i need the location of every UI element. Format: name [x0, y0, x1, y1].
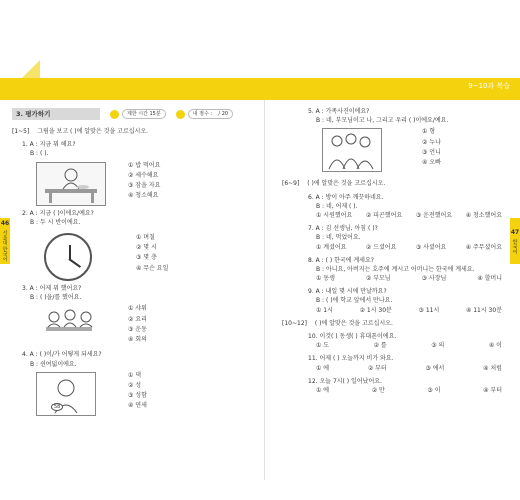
question-10-text: 10. 이것( ) 동생( ) 휴대폰이에요.: [308, 333, 397, 340]
question-3-options: [128, 305, 147, 347]
option[interactable]: ② 요리: [128, 315, 147, 323]
question-8-b: B : 아니요, 아버지는 호주에 계시고 어머니는 한국에 계세요.: [316, 265, 475, 273]
instruction-text: ( )에 알맞은 것을 고르십시오.: [314, 319, 393, 327]
option[interactable]: ① 계셨어요: [316, 243, 347, 251]
question-8-options: [316, 275, 502, 282]
instruction-6-9: [282, 180, 510, 187]
option[interactable]: ② 부모님: [365, 275, 391, 283]
option[interactable]: ② 피곤했어요: [365, 211, 403, 219]
instruction-range: [1~5]: [12, 128, 30, 135]
option[interactable]: ① 1시: [316, 306, 333, 314]
option[interactable]: ① 시원했어요: [316, 211, 353, 219]
option[interactable]: ② 부터: [367, 364, 387, 372]
score-label: 내 점수 :: [192, 111, 213, 117]
option[interactable]: ③ 운전했어요: [415, 211, 453, 219]
option[interactable]: ② 누나: [422, 138, 441, 146]
question-5-b: B : 네, 부모님이고 나, 그리고 우리 ( )이에요/예요.: [316, 117, 449, 125]
option[interactable]: ④ 이: [488, 342, 502, 350]
right-page: [282, 108, 510, 478]
question-9-a: 9. A : 내일 몇 시에 만날까요?: [308, 288, 387, 296]
question-4-options: [128, 372, 147, 416]
question-1-options: [128, 162, 160, 206]
family-photo-illustration: [323, 129, 381, 171]
question-3-picture: [36, 305, 102, 347]
time-limit: [110, 109, 166, 119]
option[interactable]: ② 드셨어요: [365, 243, 397, 251]
option[interactable]: ④ 청소했어요: [465, 211, 502, 219]
option[interactable]: ③ 에서: [425, 364, 445, 372]
question-7: [308, 225, 510, 251]
question-6: [308, 194, 510, 220]
question-11: [308, 355, 510, 371]
instruction-range: [10~12]: [282, 319, 307, 327]
option[interactable]: ① 형: [422, 128, 436, 136]
question-11-options: [316, 365, 502, 372]
question-9: [308, 288, 510, 314]
question-6-options: [316, 212, 502, 219]
option[interactable]: ④ 회의: [128, 335, 147, 343]
question-5-picture: [322, 128, 382, 172]
option[interactable]: ④ 11시 30분: [465, 306, 502, 314]
page-gutter: [264, 100, 265, 480]
question-3-b: B : ( )을/를 했어요.: [30, 294, 82, 302]
time-limit-label: 제한 시간 15분: [122, 109, 166, 119]
option[interactable]: ③ 사장님: [421, 275, 447, 283]
question-1-picture: [36, 162, 106, 206]
instruction-range: [6~9]: [282, 180, 300, 188]
instruction-text: 그림을 보고 ( )에 알맞은 것을 고르십시오.: [37, 128, 149, 135]
question-12: [308, 378, 510, 394]
left-side-tab: [0, 218, 10, 264]
question-4-picture: [36, 372, 96, 416]
option[interactable]: ③ 운동: [128, 325, 147, 333]
question-10: [308, 333, 510, 349]
question-2: [22, 210, 250, 281]
age-badge: 58: [51, 403, 63, 411]
question-6-b: B : 네, 어제 ( ).: [316, 202, 358, 210]
clock-icon: [110, 110, 119, 119]
question-9-b: B : ( )에 학교 앞에서 만나요.: [316, 297, 393, 305]
option[interactable]: ② 1시 30분: [359, 306, 392, 314]
option[interactable]: ④ 청소해요: [128, 192, 159, 200]
question-4: [22, 351, 250, 415]
question-2-a: 2. A : 지금 ( )이에요/예요?: [22, 209, 94, 217]
option[interactable]: ① 도: [316, 342, 330, 350]
option[interactable]: ② 성: [128, 381, 142, 389]
question-5: [308, 108, 510, 172]
question-4-a: 4. A : ( )이/가 어떻게 되세요?: [22, 351, 102, 359]
section-header: [12, 108, 250, 120]
instruction-10-12: [282, 320, 510, 327]
option[interactable]: ② 몇 시: [136, 244, 157, 252]
minute-hand: [68, 258, 81, 268]
question-3-a: 3. A : 어제 뭐 했어요?: [22, 284, 82, 292]
option[interactable]: ④ 할머니: [477, 275, 502, 283]
option[interactable]: ③ 이: [427, 386, 441, 394]
left-page: [12, 108, 250, 478]
option[interactable]: ④ 오빠: [422, 158, 441, 166]
right-side-label: 한국어: [511, 238, 518, 254]
question-9-options: [316, 307, 502, 314]
option[interactable]: ④ 주무셨어요: [465, 243, 502, 251]
question-2-b: B : 두 시 반이에요.: [30, 218, 81, 226]
option[interactable]: ① 에: [316, 386, 330, 394]
question-10-options: [316, 342, 502, 349]
option[interactable]: ③ 사셨어요: [415, 243, 447, 251]
option[interactable]: ④ 무슨 요일: [136, 264, 169, 272]
question-7-options: [316, 244, 502, 251]
option[interactable]: ① 샤워: [128, 305, 147, 313]
meeting-illustration: [36, 305, 102, 347]
woman-portrait-illustration: [37, 373, 95, 415]
option[interactable]: ② 를: [373, 342, 387, 350]
option[interactable]: ① 댁: [128, 371, 142, 379]
question-1-b: B : ( ).: [30, 150, 49, 158]
score-total: / 20: [218, 111, 229, 117]
option[interactable]: ③ 몇 층: [136, 254, 157, 262]
right-page-number: 47: [510, 228, 520, 236]
option[interactable]: ① 동생: [316, 275, 335, 283]
section-title: 3. 평가하기: [12, 108, 100, 120]
option[interactable]: ③ 언니: [422, 148, 441, 156]
question-3: [22, 285, 250, 347]
score-label-box: [188, 109, 233, 119]
question-5-options: [422, 128, 441, 172]
question-8-a: 8. A : ( ) 한국에 계세요?: [308, 256, 374, 264]
question-12-options: [316, 387, 502, 394]
option[interactable]: ② 세수해요: [128, 171, 159, 179]
option[interactable]: ① 며칠: [136, 233, 155, 241]
question-4-b: B : 쉰여덟이에요.: [30, 360, 77, 368]
option[interactable]: ④ 연세: [128, 402, 147, 410]
option[interactable]: ③ 11시: [418, 306, 440, 314]
question-7-b: B : 네, 먹었어요.: [316, 234, 361, 242]
option[interactable]: ③ 의: [431, 342, 445, 350]
left-side-label: 서울대 한국어: [1, 230, 8, 262]
instruction-text: ( )에 알맞은 것을 고르십시오.: [307, 180, 386, 188]
clock-picture: [44, 233, 92, 281]
question-6-a: 6. A : 방이 아주 깨끗하네요.: [308, 193, 384, 201]
question-7-a: 7. A : 김 선생님, 아침 ( )?: [308, 225, 378, 233]
option[interactable]: ① 밥 먹어요: [128, 161, 161, 169]
question-8: [308, 257, 510, 283]
option[interactable]: ① 에: [316, 364, 330, 372]
option[interactable]: ④ 부터: [483, 386, 502, 394]
question-5-a: 5. A : 가족사진이에요?: [308, 108, 370, 115]
left-page-number: 46: [0, 220, 10, 228]
question-2-options: [136, 234, 168, 281]
header-banner: [0, 78, 520, 100]
question-12-text: 12. 오늘 7시( ) 일어났어요.: [308, 377, 382, 385]
question-11-text: 11. 어제 ( ) 오늘까지 비가 와요.: [308, 355, 394, 363]
hour-hand: [69, 245, 71, 259]
option[interactable]: ④ 처럼: [483, 364, 502, 372]
eating-illustration: [37, 163, 105, 205]
question-1-a: 1. A : 지금 뭐 해요?: [22, 141, 76, 149]
instruction-1-5: [12, 128, 250, 135]
option[interactable]: ③ 잠을 자요: [128, 181, 161, 189]
score-box: [176, 109, 233, 119]
pencil-icon: [176, 110, 185, 119]
unit-tag: 9~10과 복습: [468, 82, 510, 90]
option[interactable]: ③ 성함: [128, 392, 147, 400]
option[interactable]: ② 만: [371, 386, 385, 394]
question-1: [22, 141, 250, 205]
right-side-tab: [510, 218, 520, 264]
